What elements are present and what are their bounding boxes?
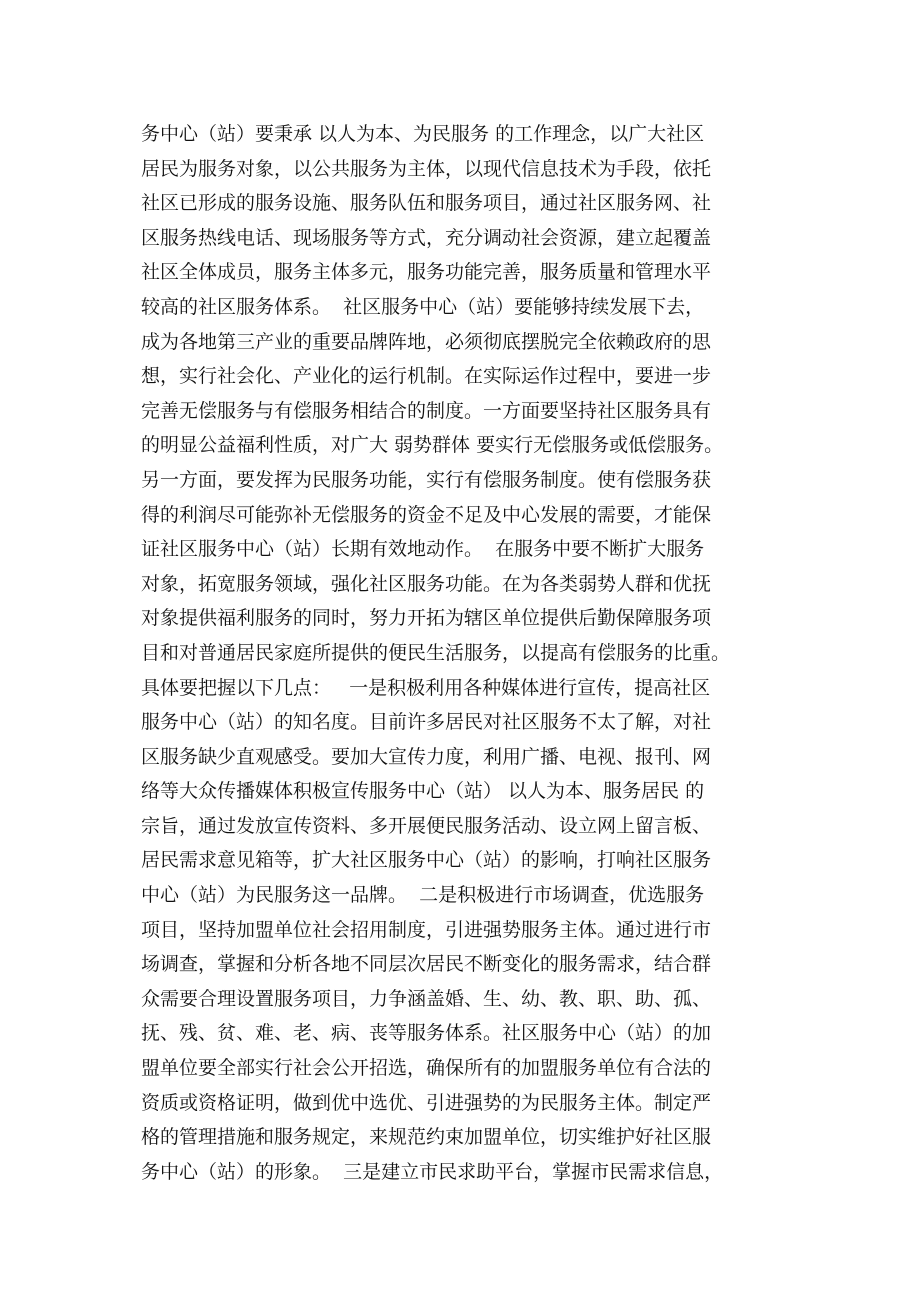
text-line: 居民为服务对象，以公共服务为主体，以现代信息技术为手段，依托 (141, 157, 712, 180)
text-line: 具体要把握以下几点： 一是积极利用各种媒体进行宣传，提高社区 (141, 676, 711, 699)
body-text (141, 117, 801, 1189)
text-line: 成为各地第三产业的重要品牌阵地，必须彻底摆脱完全依赖政府的思 (141, 330, 712, 353)
text-line: 区服务热线电话、现场服务等方式，充分调动社会资源，建立起覆盖 (141, 226, 712, 249)
text-line: 另一方面，要发挥为民服务功能，实行有偿服务制度。使有偿服务获 (141, 468, 712, 491)
text-line: 区服务缺少直观感受。要加大宣传力度，利用广播、电视、报刊、网 (141, 745, 712, 768)
text-line: 络等大众传播媒体积极宣传服务中心（站） 以人为本、服务居民 的 (141, 780, 705, 803)
text-line: 对象提供福利服务的同时，努力开拓为辖区单位提供后勤保障服务项 (141, 607, 712, 630)
text-line: 格的管理措施和服务规定，来规范约束加盟单位，切实维护好社区服 (141, 1126, 712, 1149)
text-line: 服务中心（站）的知名度。目前许多居民对社区服务不太了解，对社 (141, 711, 712, 734)
text-line: 宗旨，通过发放宣传资料、多开展便民服务活动、设立网上留言板、 (141, 814, 712, 837)
text-line: 盟单位要全部实行社会公开招选，确保所有的加盟服务单位有合法的 (141, 1057, 712, 1080)
text-line: 较高的社区服务体系。 社区服务中心（站）要能够持续发展下去， (141, 295, 705, 318)
text-line: 社区已形成的服务设施、服务队伍和服务项目，通过社区服务网、社 (141, 192, 712, 215)
text-line: 对象，拓宽服务领域，强化社区服务功能。在为各类弱势人群和优抚 (141, 572, 712, 595)
text-line: 居民需求意见箱等，扩大社区服务中心（站）的影响，打响社区服务 (141, 849, 712, 872)
text-line: 的明显公益福利性质，对广大 弱势群体 要实行无偿服务或低偿服务。 (141, 434, 724, 457)
text-line: 务中心（站）的形象。 三是建立市民求助平台，掌握市民需求信息， (141, 1160, 724, 1183)
text-line: 资质或资格证明，做到优中选优、引进强势的为民服务主体。制定严 (141, 1091, 712, 1114)
text-line: 得的利润尽可能弥补无偿服务的资金不足及中心发展的需要，才能保 (141, 503, 712, 526)
text-line: 目和对普通居民家庭所提供的便民生活服务，以提高有偿服务的比重。 (141, 641, 731, 664)
text-line: 完善无偿服务与有偿服务相结合的制度。一方面要坚持社区服务具有 (141, 399, 712, 422)
text-line: 场调查，掌握和分析各地不同层次居民不断变化的服务需求，结合群 (141, 953, 712, 976)
text-line: 抚、残、贫、难、老、病、丧等服务体系。社区服务中心（站）的加 (141, 1022, 712, 1045)
text-line: 证社区服务中心（站）长期有效地动作。 在服务中要不断扩大服务 (141, 538, 705, 561)
text-line: 社区全体成员，服务主体多元，服务功能完善，服务质量和管理水平 (141, 261, 712, 284)
text-line: 务中心（站）要秉承 以人为本、为民服务 的工作理念，以广大社区 (141, 123, 705, 145)
text-line: 项目，坚持加盟单位社会招用制度，引进强势服务主体。通过进行市 (141, 918, 712, 941)
text-line: 中心（站）为民服务这一品牌。 二是积极进行市场调查，优选服务 (141, 884, 705, 907)
text-line: 想，实行社会化、产业化的运行机制。在实际运作过程中，要进一步 (141, 365, 712, 388)
text-line: 众需要合理设置服务项目，力争涵盖婚、生、幼、教、职、助、孤、 (141, 987, 712, 1010)
